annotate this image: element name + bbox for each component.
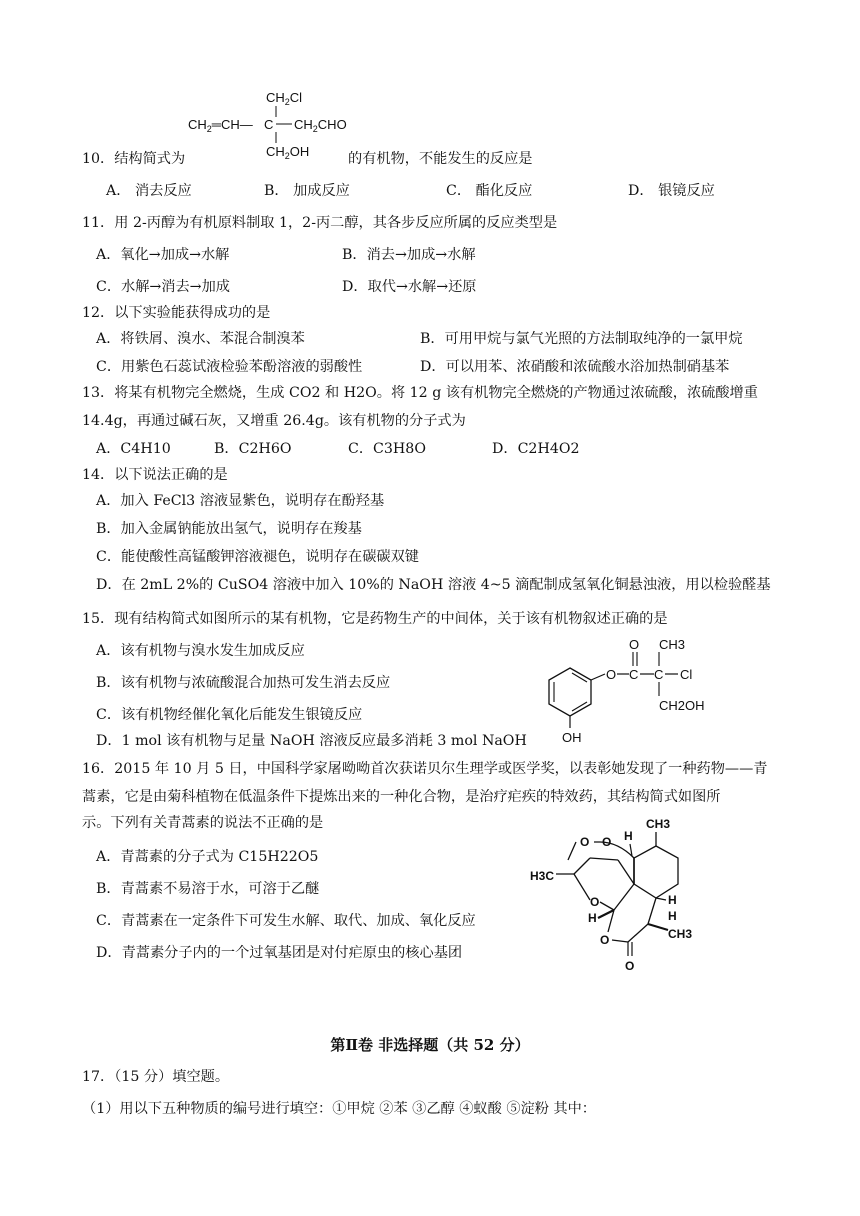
q15-structure (540, 630, 720, 746)
q10-ch2oh: $CH_2OH$ (266, 144, 310, 161)
section-2-title: 第Ⅱ卷 非选择题（共 52 分） (330, 1036, 530, 1054)
q11-option-d: D．取代→水解→还原 (342, 279, 477, 295)
q11-option-b: B．消去→加成→水解 (342, 247, 476, 263)
q16-ch3-top: CH3 (646, 817, 671, 831)
q15-oh: OH (562, 730, 582, 745)
q13-stem-line1: 13．将某有机物完全燃烧，生成 CO2 和 H2O。将 12 g 该有机物完全燃烧的产物通过浓硫酸，浓硫酸增重 (82, 385, 758, 401)
q14-stem: 14．以下说法正确的是 (82, 467, 228, 483)
q16-o-lactone: O (600, 933, 610, 947)
q17-sub1: （1）用以下五种物质的编号进行填空：①甲烷 ②苯 ③乙醇 ④蚁酸 ⑤淀粉 其中： (82, 1101, 596, 1117)
q10-options (0, 180, 860, 200)
q15-ester-o: O (606, 667, 617, 682)
q16-h-low: H (668, 909, 677, 923)
q11-option-a: A．氧化→加成→水解 (96, 247, 230, 263)
q13-option-a: A．C4H10 (96, 441, 171, 457)
q13-options (0, 438, 860, 458)
q16-stem-line3: 示。下列有关青蒿素的说法不正确的是 (82, 815, 324, 831)
q16-h-mid: H (668, 893, 677, 907)
q16-stem-line2: 蒿素，它是由菊科植物在低温条件下提炼出来的一种化合物，是治疗疟疾的特效药，其结构简式如图所 (82, 789, 721, 805)
q11-option-c: C．水解→消去→加成 (96, 279, 230, 295)
q16-option-c: C．青蒿素在一定条件下可发生水解、取代、加成、氧化反应 (96, 913, 476, 929)
q15-option-d: D．1 mol 该有机物与足量 NaOH 溶液反应最多消耗 3 mol NaOH (96, 733, 527, 749)
q10-main-chain: $CH_2═CH—$ (188, 117, 253, 134)
q10-option-b: B． 加成反应 (264, 183, 350, 199)
q17-stem: 17．（15 分）填空题。 (82, 1069, 230, 1085)
q10-option-c: C． 酯化反应 (446, 183, 533, 199)
q10-ch2cl: $CH_2Cl$ (266, 90, 303, 107)
q11-stem: 11．用 2-丙醇为有机原料制取 1，2-丙二醇，其各步反应所属的反应类型是 (82, 215, 558, 231)
q16-o-carbonyl: O (625, 959, 635, 973)
q16-h-bottom: H (588, 911, 597, 925)
q15-option-c: C．该有机物经催化氧化后能发生银镜反应 (96, 707, 363, 723)
q16-h3c: H3C (530, 869, 555, 883)
q15-option-a: A．该有机物与溴水发生加成反应 (96, 643, 305, 659)
q15-carbonyl-o: O (629, 637, 640, 652)
q16-ch3-right: CH3 (668, 927, 693, 941)
q14-option-d: D．在 2mL 2%的 CuSO4 溶液中加入 10%的 NaOH 溶液 4~5 滴配制成氢氧化铜悬浊液，用以检验醛基 (96, 577, 771, 593)
svg-text:C: C (654, 667, 664, 682)
q13-option-d: D．C2H4O2 (492, 441, 580, 457)
q10-option-a: A． 消去反应 (106, 183, 192, 199)
q16-h-top: H (624, 829, 633, 843)
q16-option-d: D．青蒿素分子内的一个过氧基团是对付疟原虫的核心基团 (96, 945, 463, 961)
q16-stem-line1: 16．2015 年 10 月 5 日，中国科学家屠呦呦首次获诺贝尔生理学或医学奖，以表彰她发现了一种药物——青 (82, 761, 768, 777)
q12-stem: 12．以下实验能获得成功的是 (82, 305, 271, 321)
svg-text:CH2CHO: $CH_2CHO$ (294, 117, 347, 134)
q12-option-c: C．用紫色石蕊试液检验苯酚溶液的弱酸性 (96, 359, 363, 375)
q16-o-peroxide2: O (580, 835, 590, 849)
q10-stem-prefix: 10．结构简式为 (82, 151, 186, 167)
q14-option-a: A．加入 FeCl3 溶液显紫色，说明存在酚羟基 (96, 493, 385, 509)
q12-option-a: A．将铁屑、溴水、苯混合制溴苯 (96, 331, 305, 347)
q10-stem-suffix: 的有机物，不能发生的反应是 (348, 151, 533, 167)
q14-option-c: C．能使酸性高锰酸钾溶液褪色，说明存在碳碳双键 (96, 549, 419, 565)
svg-text:C: C (629, 667, 639, 682)
q15-ch2oh: CH2OH (659, 698, 705, 713)
q16-o-peroxide1: O (602, 835, 612, 849)
q16-o-ring: O (590, 895, 600, 909)
q16-option-a: A．青蒿素的分子式为 C15H22O5 (96, 849, 319, 865)
q10-structure (186, 86, 356, 162)
q12-option-b: B．可用甲烷与氯气光照的方法制取纯净的一氯甲烷 (420, 331, 743, 347)
q15-stem: 15．现有结构简式如图所示的某有机物，它是药物生产的中间体，关于该有机物叙述正确的是 (82, 611, 668, 627)
q15-cl: Cl (680, 667, 693, 682)
q16-structure (528, 812, 708, 974)
q13-option-c: C．C3H8O (348, 441, 426, 457)
q13-stem-line2: 14.4g，再通过碱石灰，又增重 26.4g。该有机物的分子式为 (82, 413, 466, 429)
q16-option-b: B．青蒿素不易溶于水，可溶于乙醚 (96, 881, 320, 897)
q14-option-b: B．加入金属钠能放出氢气，说明存在羧基 (96, 521, 362, 537)
q15-option-b: B．该有机物与浓硫酸混合加热可发生消去反应 (96, 675, 391, 691)
q12-option-d: D．可以用苯、浓硝酸和浓硫酸水浴加热制硝基苯 (420, 359, 730, 375)
q10-option-d: D． 银镜反应 (628, 183, 715, 199)
q15-ch3: CH3 (659, 637, 686, 652)
q13-option-b: B．C2H6O (214, 441, 292, 457)
svg-text:C: C (264, 117, 274, 132)
